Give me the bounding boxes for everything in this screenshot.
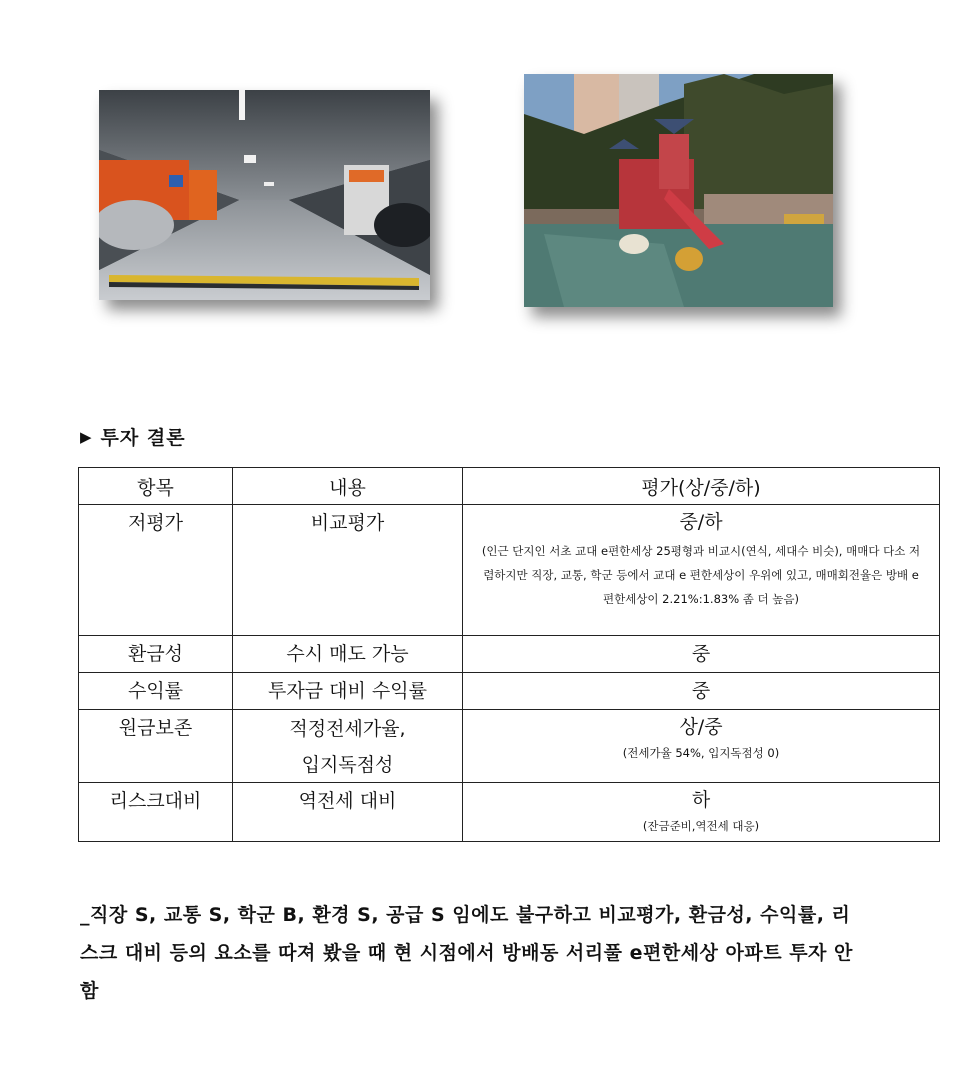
table-row [79, 783, 940, 842]
table-row [79, 636, 940, 673]
summary-paragraph: _직장 S, 교통 S, 학군 B, 환경 S, 공급 S 임에도 불구하고 비교평가, 환금성, 수익률, 리스크 대비 등의 요소를 따져 봤을 때 현 시점에서 방배동 서리풀 e편한세상 아파트 투자 안함 [80, 904, 853, 1002]
table-row [79, 710, 940, 783]
row-content: 비교평가 [310, 512, 385, 534]
row-content: 역전세 대비 [298, 790, 397, 812]
row-item: 수익률 [127, 680, 184, 702]
table-row [79, 673, 940, 710]
row-rating: 하 [691, 789, 711, 811]
row-content-line: 입지독점성 [301, 754, 394, 776]
row-content-line: 적정전세가율, [289, 718, 406, 740]
row-note: (인근 단지인 서초 교대 e편한세상 25평형과 비교시(연식, 세대수 비슷), 매매다 다소 저렴하지만 직장, 교통, 학군 등에서 교대 e 편한세상이 우위에 있고, 매매회전율은 방배 e편한세상이 2.21%:1.83% 좀 더 높음) [481, 544, 921, 606]
row-rating: 중/하 [679, 511, 723, 533]
row-note: (잔금준비,역전세 대응) [642, 819, 760, 833]
row-item: 저평가 [127, 512, 184, 534]
row-note: (전세가율 54%, 입지독점성 0) [622, 746, 780, 760]
section-title: 투자 결론 [100, 427, 186, 449]
table-header-row [79, 468, 940, 505]
row-rating: 중 [691, 680, 711, 702]
header-rating: 평가(상/중/하) [463, 468, 940, 505]
header-item: 항목 [79, 468, 233, 505]
row-item: 리스크대비 [109, 790, 202, 812]
row-content: 투자금 대비 수익률 [268, 680, 427, 702]
section-heading [80, 423, 186, 450]
row-rating: 중 [691, 643, 711, 665]
playground-photo [524, 74, 833, 307]
investment-conclusion-table [78, 467, 940, 842]
parking-garage-photo [99, 90, 430, 300]
triangle-bullet-icon: ▶ [80, 427, 93, 446]
table-row [79, 505, 940, 636]
row-item: 원금보존 [118, 717, 193, 739]
header-content: 내용 [233, 468, 463, 505]
row-content: 수시 매도 가능 [286, 643, 409, 665]
row-rating: 상/중 [679, 716, 723, 738]
row-item: 환금성 [127, 643, 184, 665]
